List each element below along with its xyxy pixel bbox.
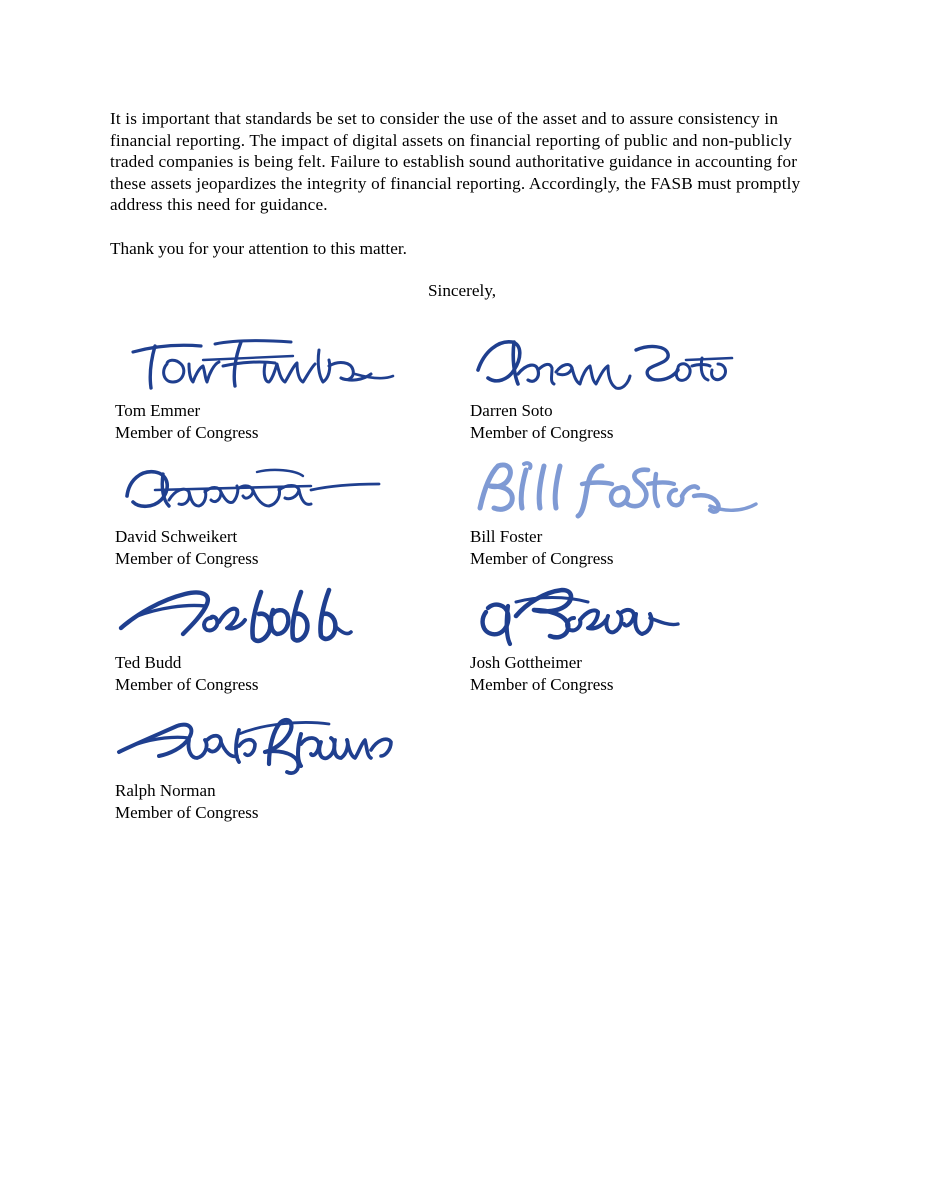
signatory-name: Josh Gottheimer	[470, 653, 582, 672]
signatory-title: Member of Congress	[470, 674, 614, 694]
bill-foster-signature-icon	[470, 456, 810, 526]
ted-budd-signature-image	[115, 582, 455, 652]
signatory-title: Member of Congress	[115, 802, 259, 822]
signature-block-tom-emmer	[115, 330, 475, 443]
darren-soto-signature-icon	[470, 330, 810, 400]
ted-budd-signature-icon	[115, 582, 455, 652]
signatory-title: Member of Congress	[115, 422, 259, 442]
signature-block-ralph-norman	[115, 710, 475, 823]
body-paragraph-1: It is important that standards be set to consider the use of the asset and to assure consistency in financial reporting. The impact of digital assets on financial reporting of public and non-publicly traded companies is being felt. Failure to establish sound authoritative guidance in accounting for these assets jeopardizes the integrity of financial reporting. Accordingly, the FASB must promptly address this need for guidance.	[110, 109, 801, 214]
bill-foster-signature-image	[470, 456, 810, 526]
tom-emmer-signature-image	[115, 330, 455, 400]
signatory-name: David Schweikert	[115, 527, 238, 546]
signatory-name: Ralph Norman	[115, 781, 216, 800]
ralph-norman-signature-image	[115, 710, 455, 780]
signature-block-bill-foster	[470, 456, 830, 569]
body-paragraph-2: Thank you for your attention to this matter.	[110, 238, 407, 258]
tom-emmer-signature-icon	[115, 330, 455, 400]
signature-block-darren-soto	[470, 330, 830, 443]
signature-block-ted-budd	[115, 582, 475, 695]
signature-block-david-schweikert	[115, 456, 475, 569]
josh-gottheimer-signature-icon	[470, 582, 810, 652]
signatory-title: Member of Congress	[470, 548, 614, 568]
paragraph-spacer	[110, 216, 822, 238]
david-schweikert-signature-icon	[115, 456, 455, 526]
signatory-name: Darren Soto	[470, 401, 553, 420]
josh-gottheimer-signature-image	[470, 582, 810, 652]
signature-block-josh-gottheimer	[470, 582, 830, 695]
signatory-title: Member of Congress	[115, 548, 259, 568]
signatory-name: Ted Budd	[115, 653, 182, 672]
signatory-title: Member of Congress	[470, 422, 614, 442]
signatory-title: Member of Congress	[115, 674, 259, 694]
david-schweikert-signature-image	[115, 456, 455, 526]
letter-body	[110, 108, 822, 301]
signatory-name: Bill Foster	[470, 527, 543, 546]
darren-soto-signature-image	[470, 330, 810, 400]
closing-spacer	[110, 259, 822, 281]
signatory-name: Tom Emmer	[115, 401, 201, 420]
closing-line: Sincerely,	[428, 281, 497, 300]
ralph-norman-signature-icon	[115, 710, 455, 780]
